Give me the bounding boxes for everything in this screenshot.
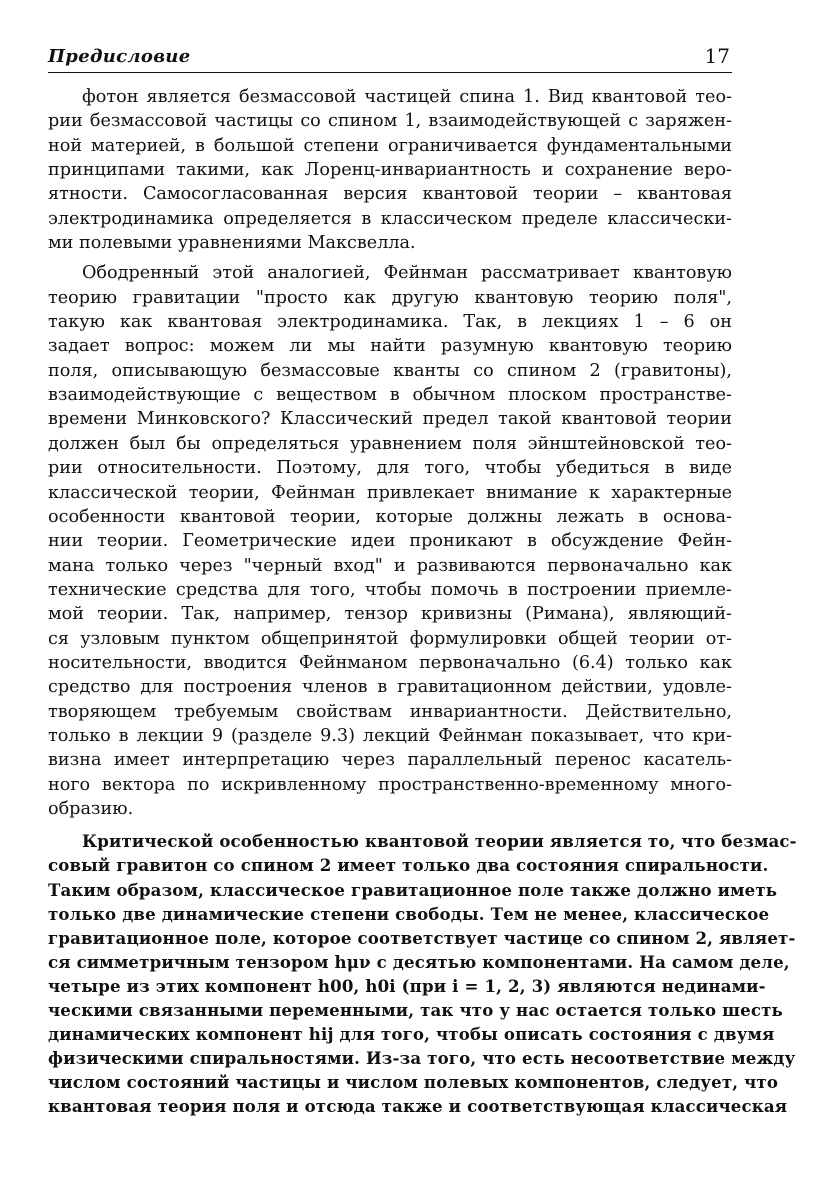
text-line: нии теории. Геометрические идеи проникают в обсуждение Фейн- xyxy=(48,531,732,552)
text-line: ческими связанными переменными, так что у нас остается только шесть xyxy=(48,999,783,1020)
text-line: времени Минковского? Классический предел такой квантовой теории xyxy=(48,409,732,430)
text-line: классической теории, Фейнман привлекает внимание к характерные xyxy=(48,482,732,503)
text-line: задает вопрос: можем ли мы найти разумную квантовую теорию xyxy=(48,336,732,357)
text-line: мой теории. Так, например, тензор кривизны (Римана), являющий- xyxy=(48,604,732,625)
text-line: ся симметричным тензором hμν с десятью компонентами. На самом деле, xyxy=(48,951,790,972)
text-line: должен был бы определяться уравнением поля эйнштейновской тео- xyxy=(48,433,732,454)
text-line: творяющем требуемым свойствам инвариантности. Действительно, xyxy=(48,701,732,722)
text-line: теорию гравитации "просто как другую квантовую теорию поля", xyxy=(48,287,732,308)
text-line: четыре из этих компонент h00, h0i (при i = 1, 2, 3) являются нединами- xyxy=(48,975,766,996)
paragraph-3 xyxy=(48,829,797,1118)
text-line: взаимодействующие с веществом в обычном плоском пространстве- xyxy=(48,385,732,406)
paragraph-1 xyxy=(48,85,732,255)
text-line: поля, описывающую безмассовые кванты со спином 2 (гравитоны), xyxy=(48,360,732,381)
body-text xyxy=(48,85,797,1118)
text-line: технические средства для того, чтобы помочь в построении приемле- xyxy=(48,579,732,600)
text-line: совый гравитон со спином 2 имеет только два состояния спиральности. xyxy=(48,855,769,876)
text-line: средство для построения членов в гравитационном действии, удовле- xyxy=(48,677,732,698)
text-line: образию. xyxy=(48,798,134,819)
text-line: ного вектора по искривленному пространственно-временному много- xyxy=(48,774,732,795)
text-line: числом состояний частицы и числом полевых компонентов, следует, что xyxy=(48,1072,779,1093)
text-line: только две динамические степени свободы. Тем не менее, классическое xyxy=(48,903,770,924)
text-line: фотон является безмассовой частицей спина 1. Вид квантовой тео- xyxy=(82,87,732,107)
text-line: гравитационное поле, которое соответствует частице со спином 2, являет- xyxy=(48,927,796,948)
text-line: такую как квантовая электродинамика. Так, в лекциях 1 – 6 он xyxy=(48,312,732,333)
text-line: мана только через "черный вход" и развиваются первоначально как xyxy=(48,555,732,576)
text-line: ся узловым пунктом общепринятой формулировки общей теории от- xyxy=(48,628,732,649)
text-line: электродинамика определяется в классическом пределе классически- xyxy=(48,208,732,229)
paragraph-2 xyxy=(48,261,732,821)
text-line: визна имеет интерпретацию через параллельный перенос касатель- xyxy=(48,750,732,771)
text-line: Таким образом, классическое гравитационное поле также должно иметь xyxy=(48,879,778,900)
text-line: ной материей, в большой степени ограничивается фундаментальными xyxy=(48,135,732,156)
text-line: ятности. Самосогласованная версия квантовой теории – квантовая xyxy=(48,184,732,205)
page-header xyxy=(48,44,732,73)
text-line: особенности квантовой теории, которые должны лежать в основа- xyxy=(48,506,732,527)
text-line: Критической особенностью квантовой теории является то, что безмас- xyxy=(82,831,797,852)
page-number: 17 xyxy=(704,44,730,68)
text-line: физическими спиральностями. Из-за того, что есть несоответствие между xyxy=(48,1048,796,1069)
text-line: носительности, вводится Фейнманом первоначально (6.4) только как xyxy=(48,652,732,673)
text-line: принципами такими, как Лоренц-инвариантность и сохранение веро- xyxy=(48,160,732,181)
text-line: только в лекции 9 (разделе 9.3) лекций Фейнман показывает, что кри- xyxy=(48,725,732,746)
text-line: рии безмассовой частицы со спином 1, взаимодействующей с заряжен- xyxy=(48,111,732,132)
text-line: ми полевыми уравнениями Максвелла. xyxy=(48,233,416,254)
text-line: Ободренный этой аналогией, Фейнман рассматривает квантовую xyxy=(82,263,732,284)
running-title: Предисловие xyxy=(48,46,191,67)
text-line: квантовая теория поля и отсюда также и соответствующая классическая xyxy=(48,1096,788,1117)
text-line: рии относительности. Поэтому, для того, чтобы убедиться в виде xyxy=(48,458,732,479)
text-line: динамических компонент hij для того, чтобы описать состояния с двумя xyxy=(48,1024,775,1045)
